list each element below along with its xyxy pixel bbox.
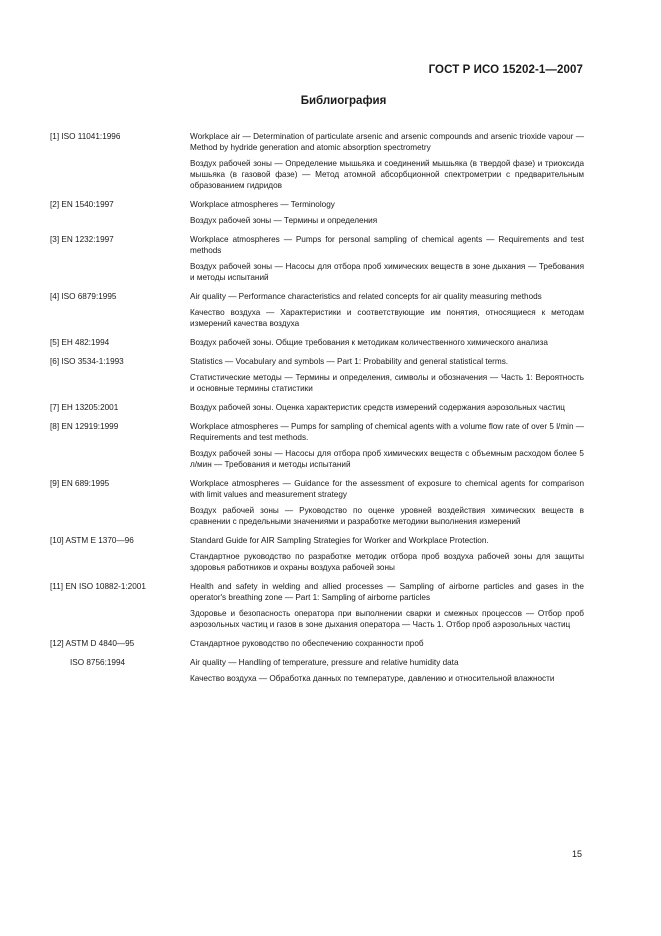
document-code: ГОСТ Р ИСО 15202-1—2007	[428, 64, 583, 76]
reference-id: [3] EN 1232:1997	[50, 235, 114, 244]
reference-title: Statistics — Vocabulary and symbols — Part 1: Probability and general statistical terms.	[190, 357, 509, 366]
reference-texts	[190, 356, 584, 399]
reference-id: [12] ASTM D 4840—95	[50, 639, 135, 648]
reference-title: Качество воздуха — Характеристики и соответствующие им понятия, относящиеся к методам измерений качества воздуха	[190, 308, 584, 328]
reference-id: ISO 8756:1994	[70, 658, 126, 667]
reference-texts	[190, 402, 584, 418]
reference-title: Воздух рабочей зоны — Насосы для отбора проб химических веществ с объемным расходом более 5 л/мин — Требования и методы испытаний	[190, 449, 584, 469]
reference-texts	[190, 337, 584, 353]
reference-title: Workplace atmospheres — Terminology	[190, 200, 335, 209]
bibliography-entry	[50, 638, 584, 654]
reference-title: Здоровье и безопасность оператора при выполнении сварки и смежных процессов — Отбор проб аэрозольных частиц и газов в зоне дыхания оператора — Часть 1. Отбор проб аэрозольных частиц	[190, 609, 584, 629]
reference-texts	[190, 234, 584, 288]
reference-id: [1] ISO 11041:1996	[50, 132, 121, 141]
reference-title: Workplace atmospheres — Pumps for sampling of chemical agents with a volume flow rate of over 5 l/min — Requirements and test methods.	[190, 422, 584, 442]
reference-id: [9] EN 689:1995	[50, 479, 110, 488]
reference-texts	[190, 535, 584, 578]
bibliography-list	[50, 131, 584, 692]
reference-texts	[190, 199, 584, 231]
bibliography-entry	[50, 291, 584, 334]
reference-texts	[190, 581, 584, 635]
reference-title: Workplace air — Determination of particulate arsenic and arsenic compounds and arsenic trioxide vapour — Method by hydride generation and atomic absorption spectrometry	[190, 132, 584, 152]
reference-title: Воздух рабочей зоны — Насосы для отбора проб химических веществ в зоне дыхания — Требования и методы испытаний	[190, 262, 584, 282]
bibliography-entry	[50, 402, 584, 418]
reference-title: Статистические методы — Термины и определения, символы и обозначения — Часть 1: Вероятность и основные термины статистики	[190, 373, 584, 393]
reference-title: Воздух рабочей зоны — Определение мышьяка и соединений мышьяка (в твердой фазе) и триоксида мышьяка (в газовой фазе) — Метод атомной абсорбционной спектрометрии с предварительным образованием гидридов	[190, 159, 584, 190]
bibliography-entry	[50, 535, 584, 578]
bibliography-entry	[50, 337, 584, 353]
bibliography-entry	[50, 657, 584, 689]
reference-title: Standard Guide for AIR Sampling Strategies for Worker and Workplace Protection.	[190, 536, 489, 545]
reference-id: [10] ASTM E 1370—96	[50, 536, 134, 545]
reference-title: Воздух рабочей зоны — Руководство по оценке уровней воздействия химических веществ в сравнении с предельными значениями и разработке методики выполнения измерений	[190, 506, 584, 526]
reference-title: Health and safety in welding and allied processes — Sampling of airborne particles and gases in the operator's breathing zone — Part 1: Sampling of airborne particles	[190, 582, 584, 602]
reference-title: Air quality — Performance characteristics and related concepts for air quality measuring methods	[190, 292, 542, 301]
reference-texts	[190, 131, 584, 196]
reference-title: Воздух рабочей зоны. Общие требования к методикам количественного химического анализа	[190, 338, 548, 347]
reference-id: [4] ISO 6879:1995	[50, 292, 117, 301]
reference-title: Workplace atmospheres — Pumps for personal sampling of chemical agents — Requirements and test methods	[190, 235, 584, 255]
reference-id: [11] EN ISO 10882-1:2001	[50, 582, 146, 591]
bibliography-entry	[50, 421, 584, 475]
reference-title: Workplace atmospheres — Guidance for the assessment of exposure to chemical agents for comparison with limit values and measurement strategy	[190, 479, 584, 499]
reference-title: Стандартное руководство по обеспечению сохранности проб	[190, 639, 424, 648]
reference-id: [2] EN 1540:1997	[50, 200, 114, 209]
bibliography-entry	[50, 131, 584, 196]
reference-texts	[190, 421, 584, 475]
reference-id: [8] EN 12919:1999	[50, 422, 119, 431]
reference-title: Air quality — Handling of temperature, pressure and relative humidity data	[190, 658, 459, 667]
bibliography-entry	[50, 356, 584, 399]
reference-texts	[190, 638, 584, 654]
page-title: Библиография	[300, 95, 387, 107]
bibliography-entry	[50, 234, 584, 288]
reference-texts	[190, 291, 584, 334]
reference-id: [6] ISO 3534-1:1993	[50, 357, 124, 366]
bibliography-entry	[50, 581, 584, 635]
reference-title: Стандартное руководство по разработке методик отбора проб воздуха рабочей зоны для защиты здоровья работников и охраны воздуха рабочей зоны	[190, 552, 584, 572]
reference-title: Качество воздуха — Обработка данных по температуре, давлению и относительной влажности	[190, 674, 555, 683]
reference-texts	[190, 657, 584, 689]
reference-texts	[190, 478, 584, 532]
bibliography-entry	[50, 199, 584, 231]
page-number: 15	[571, 849, 582, 859]
bibliography-entry	[50, 478, 584, 532]
reference-id: [5] ЕН 482:1994	[50, 338, 110, 347]
reference-id: [7] ЕН 13205:2001	[50, 403, 119, 412]
reference-title: Воздух рабочей зоны — Термины и определения	[190, 216, 378, 225]
reference-title: Воздух рабочей зоны. Оценка характеристик средств измерений содержания аэрозольных частиц	[190, 403, 565, 412]
